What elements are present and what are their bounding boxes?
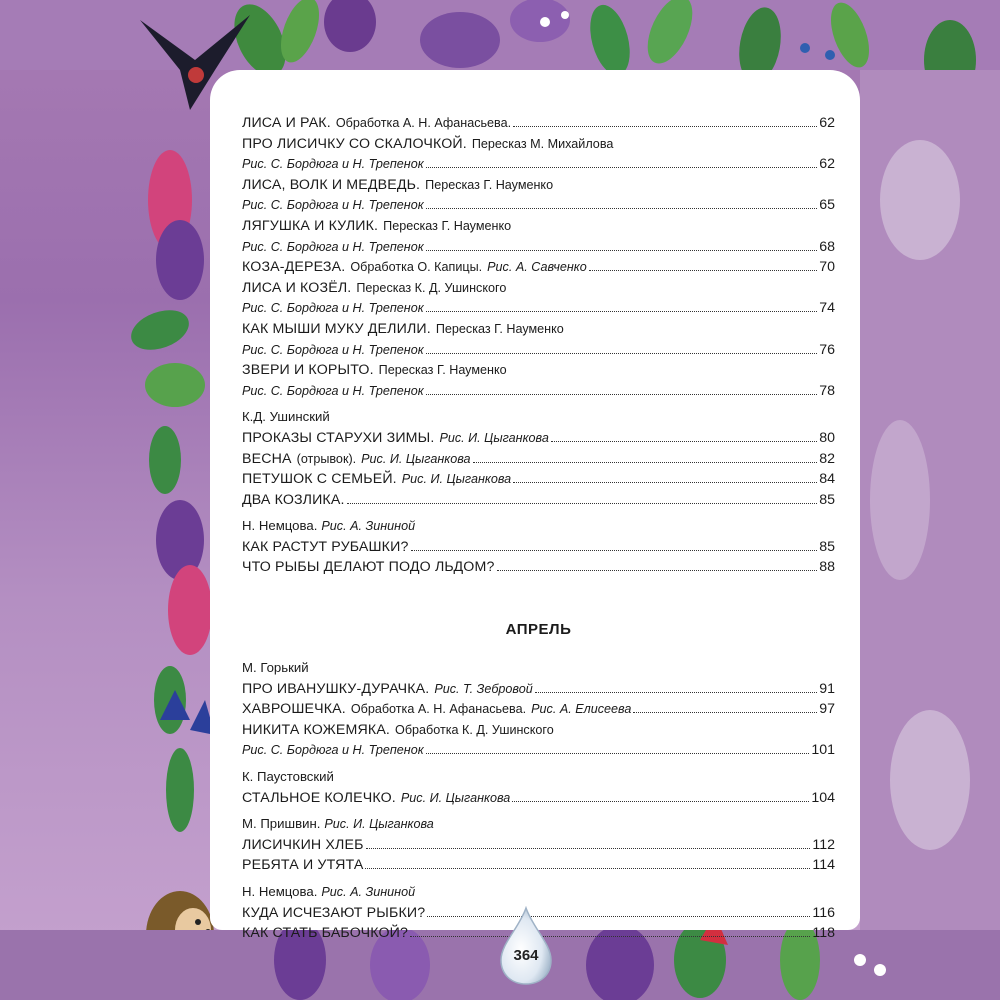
illustrator-credit xyxy=(242,340,835,361)
contents-entry xyxy=(242,216,835,237)
contents-entry xyxy=(242,278,835,299)
contents-entry xyxy=(242,469,835,490)
author-name: М. Горький xyxy=(242,660,309,676)
entry-page: 112 xyxy=(812,836,835,853)
entry-page: 118 xyxy=(812,925,835,942)
contents-entry xyxy=(242,175,835,196)
illustrator-name: Рис. И. Цыганкова xyxy=(361,451,471,466)
section-heading: АПРЕЛЬ xyxy=(505,621,572,639)
dot-leader xyxy=(513,482,817,483)
entry-title: ЗВЕРИ И КОРЫТО. xyxy=(242,362,374,379)
entry-note: Пересказ Г. Науменко xyxy=(425,177,554,192)
entry-title: РЕБЯТА И УТЯТА xyxy=(242,857,364,874)
entry-page: 76 xyxy=(819,341,835,358)
entry-title: ПЕТУШОК С СЕМЬЕЙ. xyxy=(242,471,397,488)
contents-entry xyxy=(242,537,835,558)
illustrator-name: Рис. С. Бордюга и Н. Трепенок xyxy=(242,383,424,398)
table-of-contents xyxy=(242,113,835,944)
entry-title: НИКИТА КОЖЕМЯКА. xyxy=(242,721,391,738)
contents-entry xyxy=(242,835,835,856)
entry-page: 91 xyxy=(819,680,835,697)
dot-leader xyxy=(426,753,810,754)
entry-page: 65 xyxy=(819,197,835,214)
entry-page: 68 xyxy=(819,238,835,255)
entry-title: ПРО ИВАНУШКУ-ДУРАЧКА. xyxy=(242,680,430,697)
entry-note: (отрывок). xyxy=(296,451,357,466)
drop-icon xyxy=(497,906,555,986)
contents-entry xyxy=(242,490,835,511)
illustrator-credit xyxy=(401,788,510,809)
illustrator-name: Рис. С. Бордюга и Н. Трепенок xyxy=(242,301,424,316)
author-heading xyxy=(242,516,835,537)
entry-page: 116 xyxy=(812,904,835,921)
entry-page: 88 xyxy=(819,559,835,576)
entry-title: ДВА КОЗЛИКА. xyxy=(242,491,345,508)
entry-title: ЛИСА И РАК. xyxy=(242,115,331,131)
author-heading xyxy=(242,658,835,679)
dot-leader xyxy=(633,712,817,713)
dot-leader xyxy=(426,250,818,251)
dot-leader xyxy=(426,167,818,168)
illustrator-name: Рис. С. Бордюга и Н. Трепенок xyxy=(242,743,424,758)
entry-title: ПРОКАЗЫ СТАРУХИ ЗИМЫ. xyxy=(242,429,435,446)
illustrator-credit xyxy=(402,469,511,490)
entry-note: Обработка А. Н. Афанасьева. xyxy=(350,702,527,717)
illustrator-name: Рис. И. Цыганкова xyxy=(400,790,511,805)
contents-entry xyxy=(242,360,835,381)
contents-entry xyxy=(242,428,835,449)
dot-leader xyxy=(426,311,818,312)
illustrator-name: Рис. Т. Зебровой xyxy=(434,681,533,696)
entry-page: 101 xyxy=(811,742,835,759)
entry-page: 82 xyxy=(819,450,835,467)
entry-title: СТАЛЬНОЕ КОЛЕЧКО. xyxy=(242,789,396,806)
author-name: К.Д. Ушинский xyxy=(242,409,330,425)
entry-title: ЛИСА И КОЗЁЛ. xyxy=(242,279,352,296)
illustrator-credit xyxy=(361,449,470,470)
dot-leader xyxy=(410,936,810,937)
illustrator-credit xyxy=(242,381,835,402)
illustrator-name: Рис. А. Зининой xyxy=(321,885,416,899)
entry-page: 84 xyxy=(819,471,835,488)
entry-note: Обработка О. Капицы. xyxy=(350,260,483,275)
entry-page: 62 xyxy=(819,156,835,173)
entry-page: 85 xyxy=(819,538,835,555)
entry-page: 62 xyxy=(819,115,835,131)
page-number: 364 xyxy=(513,947,539,964)
author-name: Н. Немцова. xyxy=(242,884,318,899)
entry-title: КОЗА-ДЕРЕЗА. xyxy=(242,259,346,276)
dot-leader xyxy=(365,868,810,869)
contents-entry xyxy=(242,319,835,340)
entry-page: 70 xyxy=(819,259,835,276)
author-heading xyxy=(242,882,835,903)
illustrator-name: Рис. С. Бордюга и Н. Трепенок xyxy=(242,342,424,357)
dot-leader xyxy=(473,462,818,463)
entry-title: ЛИСА, ВОЛК И МЕДВЕДЬ. xyxy=(242,176,421,193)
illustrator-credit xyxy=(242,195,835,216)
contents-entry xyxy=(242,134,835,155)
entry-title: КУДА ИСЧЕЗАЮТ РЫБКИ? xyxy=(242,904,426,921)
entry-page: 114 xyxy=(812,857,835,874)
contents-entry xyxy=(242,557,835,578)
entry-note: Пересказ К. Д. Ушинского xyxy=(356,280,507,295)
author-heading xyxy=(242,407,835,428)
dot-leader xyxy=(427,916,810,917)
contents-block-march xyxy=(242,113,835,578)
dot-leader xyxy=(411,550,818,551)
dot-leader xyxy=(426,394,818,395)
entry-note: Пересказ Г. Науменко xyxy=(378,363,507,378)
dot-leader xyxy=(426,208,818,209)
illustrator-name: Рис. С. Бордюга и Н. Трепенок xyxy=(242,157,424,172)
entry-title: ВЕСНА xyxy=(242,450,292,467)
entry-note: Пересказ Г. Науменко xyxy=(435,321,564,336)
entry-note: Пересказ Г. Науменко xyxy=(383,218,512,233)
contents-entry xyxy=(242,720,835,741)
illustrator-name: Рис. А. Елисеева xyxy=(531,702,632,717)
contents-entry xyxy=(242,699,835,720)
entry-title: КАК РАСТУТ РУБАШКИ? xyxy=(242,538,409,555)
entry-page: 74 xyxy=(819,300,835,317)
illustrator-credit xyxy=(242,740,835,761)
entry-note: Пересказ М. Михайлова xyxy=(471,136,614,151)
illustrator-credit xyxy=(487,257,587,278)
entry-title: ПРО ЛИСИЧКУ СО СКАЛОЧКОЙ. xyxy=(242,135,467,152)
illustrator-credit xyxy=(242,298,835,319)
illustrator-name: Рис. И. Цыганкова xyxy=(324,817,434,832)
contents-entry xyxy=(242,113,835,134)
illustrator-name: Рис. А. Зининой xyxy=(321,519,416,534)
dot-leader xyxy=(347,503,818,504)
author-heading xyxy=(242,814,835,835)
entry-title: ЛЯГУШКА И КУЛИК. xyxy=(242,217,379,234)
entry-title: ЧТО РЫБЫ ДЕЛАЮТ ПОДО ЛЬДОМ? xyxy=(242,559,495,576)
contents-entry xyxy=(242,257,835,278)
author-name: К. Паустовский xyxy=(242,769,334,785)
dot-leader xyxy=(513,126,817,127)
entry-page: 80 xyxy=(819,429,835,446)
dot-leader xyxy=(512,801,809,802)
author-heading xyxy=(242,767,835,788)
dot-leader xyxy=(366,848,811,849)
contents-entry xyxy=(242,788,835,809)
contents-entry xyxy=(242,855,835,876)
illustrator-name: Рис. И. Цыганкова xyxy=(401,472,512,487)
entry-note: Обработка К. Д. Ушинского xyxy=(395,722,554,737)
dot-leader xyxy=(426,353,818,354)
entry-page: 104 xyxy=(811,789,835,806)
contents-entry xyxy=(242,679,835,700)
illustrator-credit xyxy=(242,154,835,175)
entry-title: КАК СТАТЬ БАБОЧКОЙ? xyxy=(242,925,409,942)
illustrator-credit xyxy=(242,237,835,258)
illustrator-credit xyxy=(531,699,631,720)
contents-entry xyxy=(242,449,835,470)
entry-title: КАК МЫШИ МУКУ ДЕЛИЛИ. xyxy=(242,320,431,337)
contents-block-april xyxy=(242,652,835,944)
illustrator-name: Рис. С. Бордюга и Н. Трепенок xyxy=(242,198,424,213)
author-name: М. Пришвин. xyxy=(242,816,321,832)
illustrator-name: Рис. И. Цыганкова xyxy=(439,430,549,445)
entry-title: ЛИСИЧКИН ХЛЕБ xyxy=(242,836,364,853)
illustrator-credit xyxy=(434,679,532,700)
entry-title: ХАВРОШЕЧКА. xyxy=(242,701,346,718)
illustrator-name: Рис. С. Бордюга и Н. Трепенок xyxy=(242,239,424,254)
dot-leader xyxy=(535,692,817,693)
dot-leader xyxy=(551,441,817,442)
dot-leader xyxy=(497,570,818,571)
entry-page: 85 xyxy=(819,491,835,508)
entry-page: 78 xyxy=(819,382,835,399)
illustrator-name: Рис. А. Савченко xyxy=(487,260,587,275)
entry-note: Обработка А. Н. Афанасьева. xyxy=(335,116,512,130)
illustrator-credit xyxy=(439,428,548,449)
author-name: Н. Немцова. xyxy=(242,518,318,534)
dot-leader xyxy=(589,270,817,271)
entry-page: 97 xyxy=(819,701,835,718)
